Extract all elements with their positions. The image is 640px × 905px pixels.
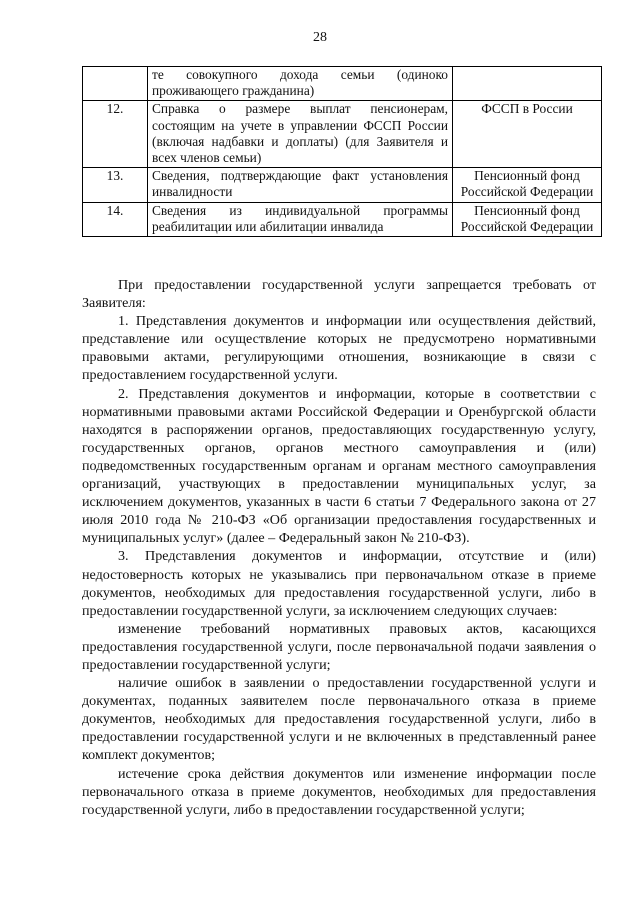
- paragraph-case-requirements-change: изменение требований нормативных правовых актов, касающихся предоставления государственной услуги, после первоначальной подачи заявления о предоставлении государственной услуги;: [82, 620, 596, 673]
- table-row: [83, 67, 602, 101]
- paragraph-case-errors: наличие ошибок в заявлении о предоставлении государственной услуги и документах, поданных заявителем после первоначального отказа в приеме документов, необходимых для предоставления государственной услуги, либо в предоставлении государственной услуги и не включенных в представленный ранее комплект документов;: [82, 675, 596, 764]
- table-row: [83, 168, 602, 202]
- table-row: [83, 202, 602, 236]
- paragraph-case-expiry: истечение срока действия документов или изменение информации после первоначального отказа в приеме документов, необходимых для предоставления государственной услуги, либо в предоставлении государственной услуги;: [82, 765, 596, 818]
- row-number: [83, 67, 148, 101]
- issuing-organization: Пенсионный фонд Российской Федерации: [453, 168, 602, 202]
- document-description: Сведения, подтверждающие факт установления инвалидности: [148, 168, 453, 202]
- issuing-organization: ФССП в России: [453, 101, 602, 168]
- document-description: Справка о размере выплат пенсионерам, состоящим на учете в управлении ФССП России (включая надбавки и доплаты) (для Заявителя и всех членов семьи): [148, 101, 453, 168]
- issuing-organization: [453, 67, 602, 101]
- issuing-organization: Пенсионный фонд Российской Федерации: [453, 202, 602, 236]
- row-number: 14.: [83, 202, 148, 236]
- body-text: [82, 276, 596, 819]
- paragraph-item-1: 1. Представления документов и информации или осуществления действий, представление или осуществление которых не предусмотрено нормативными правовыми актами, регулирующими отношения, возникающие в связи с предоставлением государственной услуги.: [82, 313, 596, 384]
- row-number: 12.: [83, 101, 148, 168]
- documents-table: [82, 66, 602, 237]
- paragraph-item-2: 2. Представления документов и информации, которые в соответствии с нормативными правовыми актами Российской Федерации и Оренбургской области находятся в распоряжении органов, предоставляющих государственную услугу, государственных органов, органов местного самоуправления и (или) подведомственных государственным органам и органам местного самоуправления организаций, участвующих в предоставлении муниципальных услуг, за исключением документов, указанных в части 6 статьи 7 Федерального закона от 27 июля 2010 года № 210-ФЗ «Об организации предоставления государственных и муниципальных услуг» (далее – Федеральный закон № 210-ФЗ).: [82, 385, 596, 547]
- document-description: те совокупного дохода семьи (одиноко проживающего гражданина): [148, 67, 453, 101]
- paragraph-intro: При предоставлении государственной услуги запрещается требовать от Заявителя:: [82, 277, 596, 312]
- document-description: Сведения из индивидуальной программы реабилитации или абилитации инвалида: [148, 202, 453, 236]
- table-row: [83, 101, 602, 168]
- row-number: 13.: [83, 168, 148, 202]
- page-number: 28: [313, 30, 327, 45]
- paragraph-item-3: 3. Представления документов и информации, отсутствие и (или) недостоверность которых не указывались при первоначальном отказе в приеме документов, необходимых для предоставления государственной услуги, либо в предоставлении государственной услуги, за исключением следующих случаев:: [82, 548, 596, 619]
